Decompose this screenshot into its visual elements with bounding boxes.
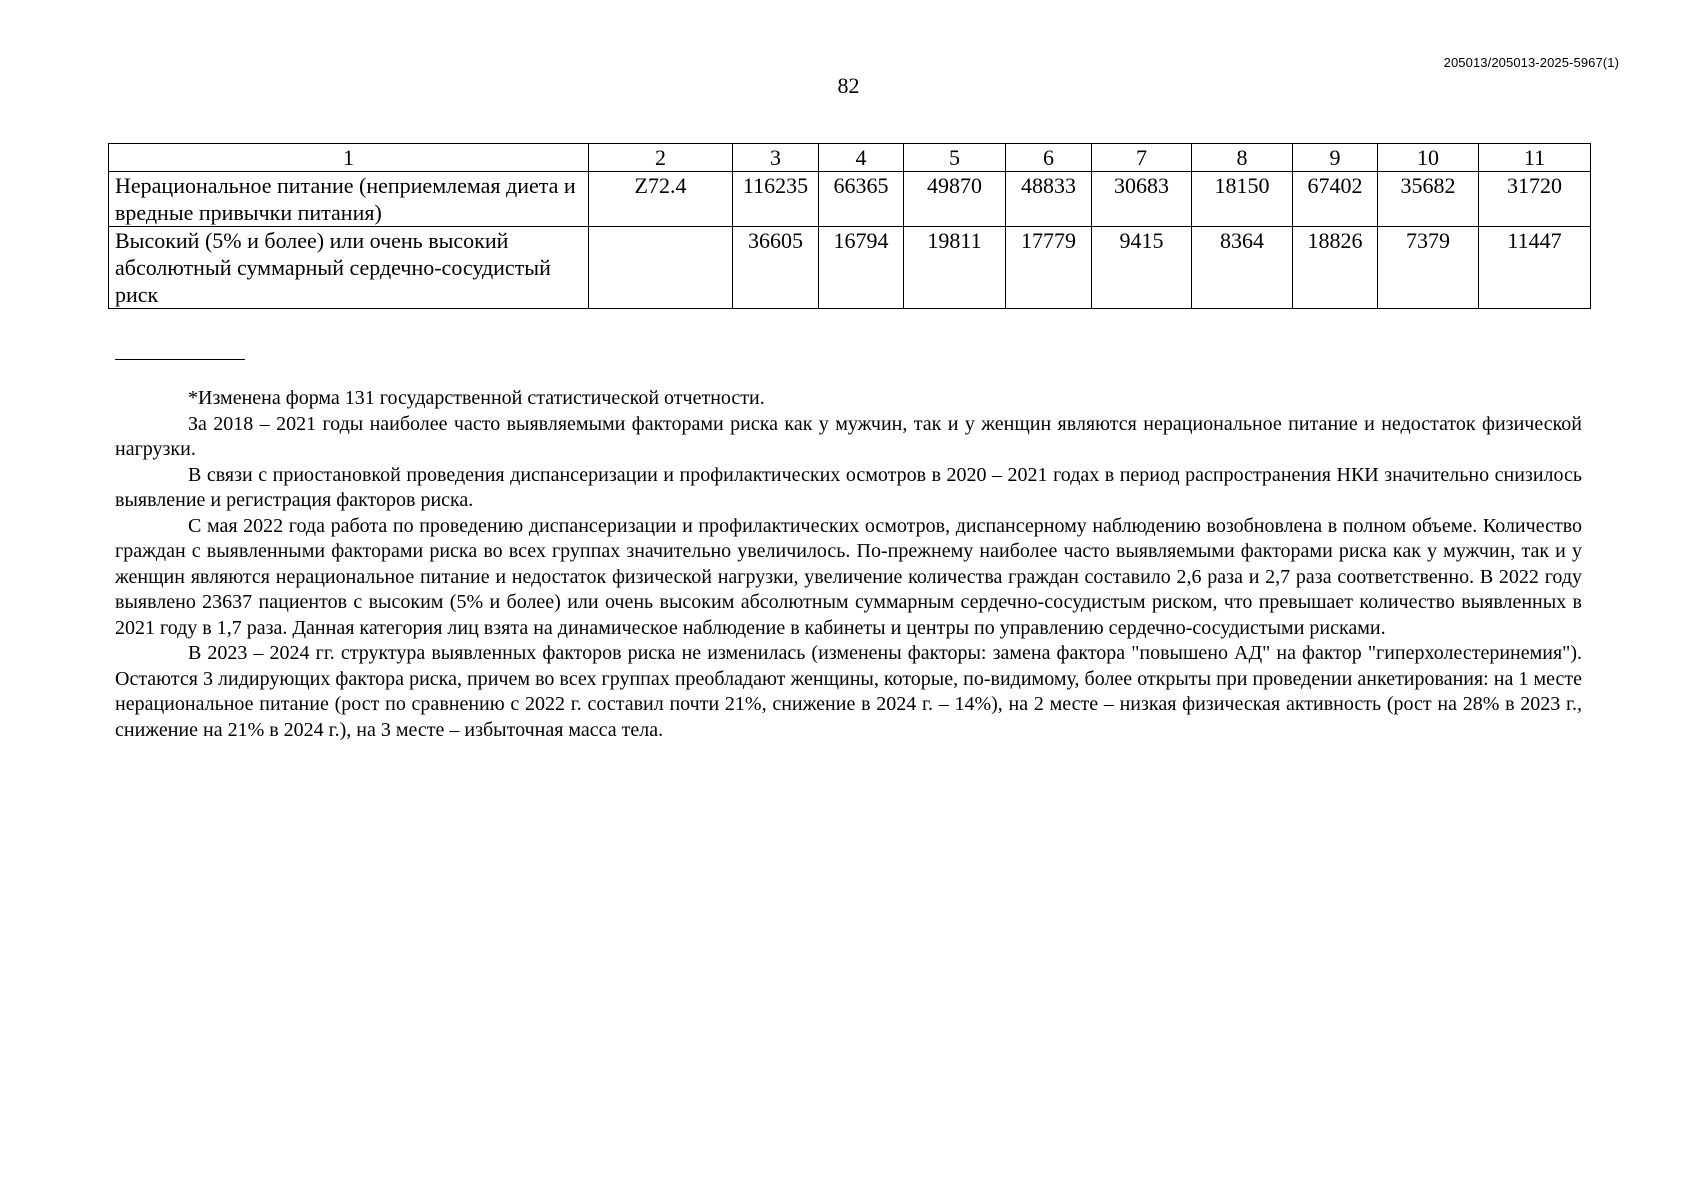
paragraph: В 2023 – 2024 гг. структура выявленных факторов риска не изменилась (изменены факторы: замена фактора "повышено АД" на фактор "гиперхолестеринемия"). Остаются 3 лидирующих фактора риска, причем во всех группах преобладают женщины, которые, по-видимому, более открыты при проведении анкетирования: на 1 месте нерациональное питание (рост по сравнению с 2022 г. составил почти 21%, снижение в 2024 г. – 14%), на 2 месте – низкая физическая активность (рост на 28% в 2023 г., снижение на 21% в 2024 г.), на 3 месте – избыточная масса тела.: [115, 642, 1582, 741]
table-cell: 31720: [1479, 172, 1591, 227]
column-header: 4: [819, 144, 904, 172]
column-header: 2: [589, 144, 733, 172]
column-header: 11: [1479, 144, 1591, 172]
table-cell: 18826: [1293, 227, 1378, 309]
column-header: 7: [1092, 144, 1192, 172]
table-cell: 16794: [819, 227, 904, 309]
table-cell: 18150: [1192, 172, 1293, 227]
column-header: 3: [733, 144, 819, 172]
diagnosis-code: Z72.4: [589, 172, 733, 227]
paragraph: В связи с приостановкой проведения диспансеризации и профилактических осмотров в 2020 – 2021 годах в период распространения НКИ значительно снизилось выявление и регистрация факторов риска.: [115, 463, 1582, 511]
column-header: 5: [904, 144, 1006, 172]
paragraph: За 2018 – 2021 годы наиболее часто выявляемыми факторами риска как у мужчин, так и у женщин являются нерациональное питание и недостаток физической нагрузки.: [115, 412, 1582, 460]
body-text: [115, 386, 1582, 743]
document-id: 205013/205013-2025-5967(1): [1443, 55, 1619, 70]
column-header: 8: [1192, 144, 1293, 172]
column-header: 10: [1378, 144, 1479, 172]
table-cell: 9415: [1092, 227, 1192, 309]
table-cell: 49870: [904, 172, 1006, 227]
table-cell: 19811: [904, 227, 1006, 309]
table-cell: 35682: [1378, 172, 1479, 227]
statistics-table: [108, 143, 1591, 309]
table-header-row: [109, 144, 1591, 172]
table-cell: 36605: [733, 227, 819, 309]
table-cell: 67402: [1293, 172, 1378, 227]
paragraph: С мая 2022 года работа по проведению диспансеризации и профилактических осмотров, диспансерному наблюдению возобновлена в полном объеме. Количество граждан с выявленными факторами риска во всех группах значительно увеличилось. По-прежнему наиболее часто выявляемыми факторами риска как у мужчин, так и у женщин являются нерациональное питание и недостаток физической нагрузки, увеличение количества граждан составило 2,6 раза и 2,7 раза соответственно. В 2022 году выявлено 23637 пациентов с высоким (5% и более) или очень высоким абсолютным суммарным сердечно-сосудистым риском, что превышает количество выявленных в 2021 году в 1,7 раза. Данная категория лиц взята на динамическое наблюдение в кабинеты и центры по управлению сердечно-сосудистыми рисками.: [115, 514, 1582, 639]
table-cell: 48833: [1006, 172, 1092, 227]
column-header: 1: [109, 144, 589, 172]
table-cell: 11447: [1479, 227, 1591, 309]
table-cell: 17779: [1006, 227, 1092, 309]
table-cell: 66365: [819, 172, 904, 227]
table-cell: 116235: [733, 172, 819, 227]
footnote-separator: [115, 359, 245, 360]
column-header: 9: [1293, 144, 1378, 172]
table-row: [109, 227, 1591, 309]
diagnosis-code: [589, 227, 733, 309]
table-cell: 8364: [1192, 227, 1293, 309]
page-number: 82: [837, 73, 860, 98]
row-label: Нерациональное питание (неприемлемая диета и вредные привычки питания): [109, 172, 589, 227]
footnote-paragraph: *Изменена форма 131 государственной статистической отчетности.: [188, 387, 765, 409]
column-header: 6: [1006, 144, 1092, 172]
row-label: Высокий (5% и более) или очень высокий абсолютный суммарный сердечно-сосудистый риск: [109, 227, 589, 309]
table-row: [109, 172, 1591, 227]
table-cell: 7379: [1378, 227, 1479, 309]
table-cell: 30683: [1092, 172, 1192, 227]
